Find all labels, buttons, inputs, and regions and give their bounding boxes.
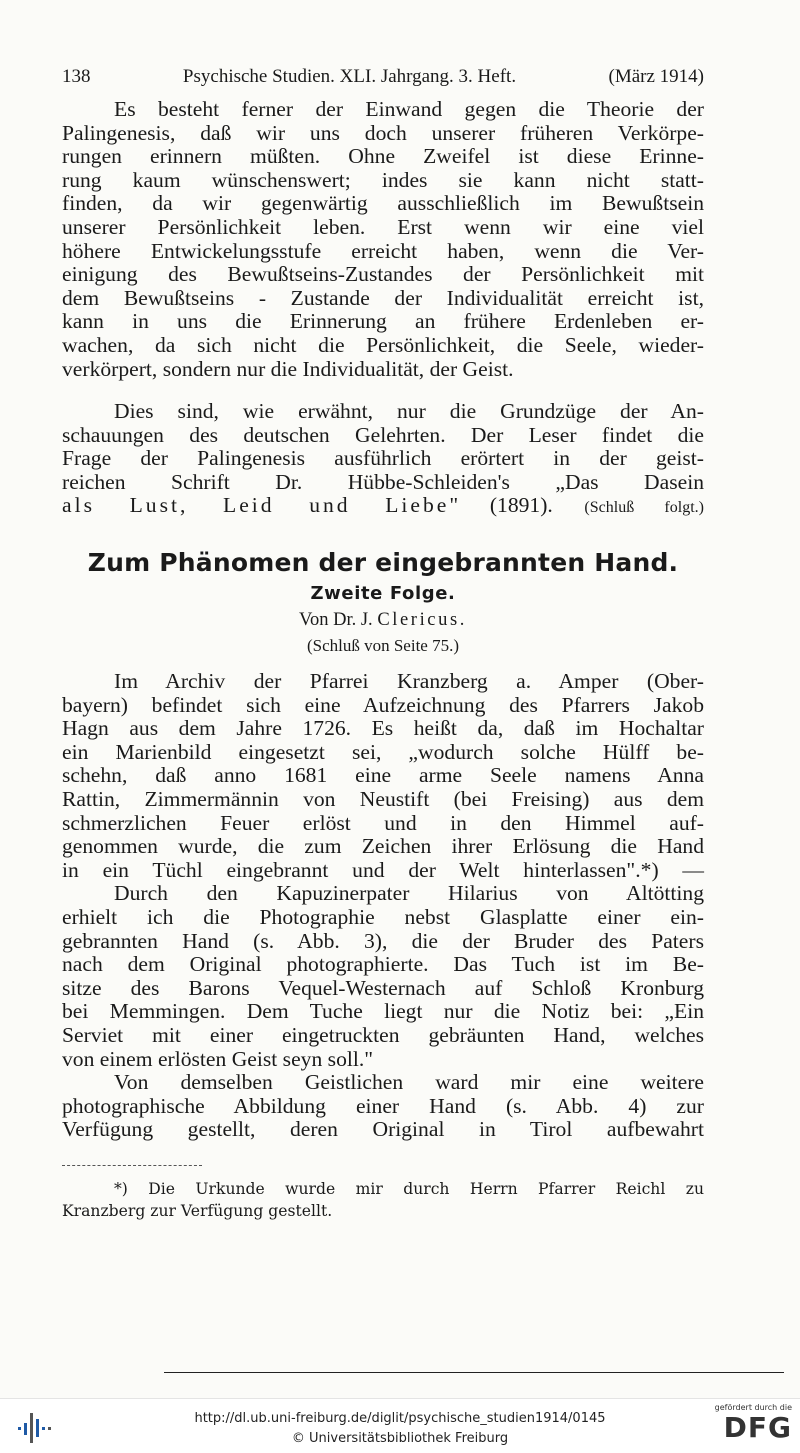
text-line: photographische Abbildung einer Hand (s. Abb. 4) zur bbox=[62, 1093, 704, 1118]
text-line-final bbox=[62, 494, 704, 518]
book-title-spaced: als Lust, Leid und Liebe bbox=[62, 493, 450, 518]
text-line: genommen wurde, die zum Zeichen ihrer Erlösung die Hand bbox=[62, 834, 704, 859]
text-line: Verfügung gestellt, deren Original in Tirol aufbewahrt bbox=[62, 1117, 704, 1142]
text-line: Es besteht ferner der Einwand gegen die Theorie der bbox=[114, 97, 704, 121]
text-line: rungen erinnern müßten. Ohne Zweifel ist diese Erinne- bbox=[62, 144, 704, 169]
text-line: Serviet mit einer eingetruckten gebräunten Hand, welches bbox=[62, 1022, 704, 1047]
text-line: gebrannten Hand (s. Abb. 3), die der Bruder des Paters bbox=[62, 928, 704, 953]
conclusion-note: (Schluß folgt.) bbox=[584, 499, 704, 517]
text-line: Dies sind, wie erwähnt, nur die Grundzüge der An- bbox=[114, 399, 704, 423]
text-line: Rattin, Zimmermännin von Neustift (bei Freising) aus dem bbox=[62, 786, 704, 811]
text-line: bayern) befindet sich eine Aufzeichnung des Pfarrers Jakob bbox=[62, 692, 704, 717]
article-subtitle: Zweite Folge. bbox=[310, 583, 456, 604]
paragraph-palingenesis-objection bbox=[62, 98, 704, 381]
text-line: verkörpert, sondern nur die Individualität, der Geist. bbox=[62, 356, 514, 381]
footnote bbox=[62, 1178, 704, 1222]
page-number: 138 bbox=[62, 66, 91, 87]
author-prefix: Von Dr. J. bbox=[299, 610, 373, 630]
text-line: Hagn aus dem Jahre 1726. Es heißt da, daß im Hochaltar bbox=[62, 716, 704, 741]
text-line: rung kaum wünschenswert; indes sie kann nicht statt- bbox=[62, 167, 704, 192]
text-line: schmerzlichen Feuer erlöst und in den Himmel auf- bbox=[62, 810, 704, 835]
issue-date: (März 1914) bbox=[608, 66, 704, 87]
text-line: schehn, daß anno 1681 eine arme Seele namens Anna bbox=[62, 763, 704, 788]
paragraph-summary bbox=[62, 400, 704, 518]
text-line: Im Archiv der Pfarrei Kranzberg a. Amper (Ober- bbox=[114, 669, 704, 693]
article-title: Zum Phänomen der eingebrannten Hand. bbox=[87, 548, 679, 577]
text-line: Frage der Palingenesis ausführlich erörtert in der geist- bbox=[62, 446, 704, 471]
text-line: einigung des Bewußtseins-Zustandes der Persönlichkeit mit bbox=[62, 262, 704, 287]
footnote-line: *) Die Urkunde wurde mir durch Herrn Pfarrer Reichl zu bbox=[114, 1180, 704, 1198]
page-bottom-rule bbox=[164, 1372, 784, 1373]
text-line: finden, da wir gegenwärtig ausschließlich im Bewußtsein bbox=[62, 191, 704, 216]
text-line: reichen Schrift Dr. Hübbe-Schleiden's „Das Dasein bbox=[62, 469, 704, 494]
article-author bbox=[62, 610, 704, 631]
text-line: Palingenesis, daß wir uns doch unserer früheren Verkörpe- bbox=[62, 120, 704, 145]
text-line: Durch den Kapuzinerpater Hilarius von Altötting bbox=[114, 881, 704, 906]
text-line: sitze des Barons Vequel-Westernach auf Schloß Kronburg bbox=[62, 975, 704, 1000]
text-line: höhere Entwickelungsstufe erreicht haben, wenn die Ver- bbox=[62, 238, 704, 263]
text-line: in ein Tüchl eingebrannt und der Welt hinterlassen".*) — bbox=[62, 857, 704, 882]
text-line: von einem erlösten Geist seyn soll." bbox=[62, 1046, 374, 1071]
dfg-logo-block bbox=[706, 1403, 792, 1449]
running-header bbox=[62, 66, 704, 88]
text-line: dem Bewußtseins - Zustande der Individualität erreicht ist, bbox=[62, 285, 704, 310]
dfg-caption: gefördert durch die bbox=[714, 1403, 792, 1412]
text-line: nach dem Original photographierte. Das Tuch ist im Be- bbox=[62, 952, 704, 977]
text-line: schauungen des deutschen Gelehrten. Der Leser findet die bbox=[62, 422, 704, 447]
text-line: Von demselben Geistlichen ward mir eine weitere bbox=[114, 1070, 704, 1095]
text-line: wachen, da sich nicht die Persönlichkeit, die Seele, wieder- bbox=[62, 332, 704, 357]
book-year: " (1891). bbox=[449, 493, 553, 518]
text-line: bei Memmingen. Dem Tuche liegt nur die Notiz bei: „Ein bbox=[62, 999, 704, 1024]
dfg-logo: DFG bbox=[723, 1411, 792, 1444]
footnote-line: Kranzberg zur Verfügung gestellt. bbox=[62, 1202, 333, 1220]
article-body bbox=[62, 670, 704, 1142]
running-title: Psychische Studien. XLI. Jahrgang. 3. Heft. bbox=[182, 66, 517, 87]
text-line: ein Marienbild eingesetzt sei, „wodurch solche Hülff be- bbox=[62, 739, 704, 764]
copyright-notice: © Universitätsbibliothek Freiburg bbox=[291, 1431, 509, 1446]
page-url-link[interactable]: http://dl.ub.uni-freiburg.de/diglit/psychische_studien1914/0145 bbox=[194, 1411, 606, 1426]
author-name: Clericus. bbox=[377, 610, 467, 630]
continuation-note: (Schluß von Seite 75.) bbox=[306, 636, 460, 655]
footnote-divider bbox=[62, 1165, 202, 1166]
text-line: erhielt ich die Photographie nebst Glasplatte einer ein- bbox=[62, 904, 704, 929]
library-footer bbox=[0, 1398, 800, 1453]
text-line: kann in uns die Erinnerung an frühere Erdenleben er- bbox=[62, 309, 704, 334]
text-line: unserer Persönlichkeit leben. Erst wenn wir eine viel bbox=[62, 214, 704, 239]
